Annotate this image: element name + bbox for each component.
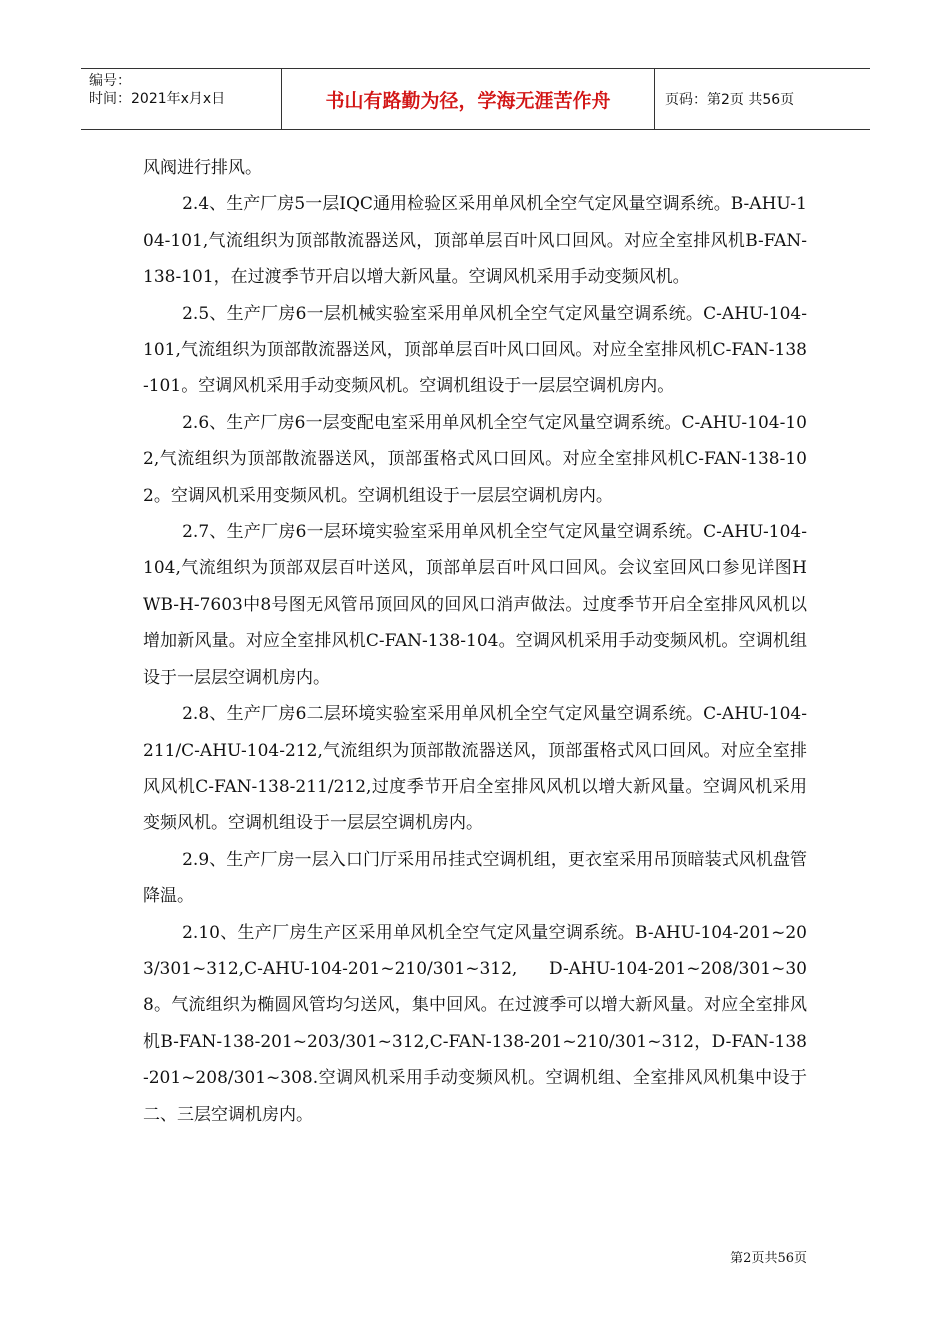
paragraph-2-5: 2.5、生产厂房6一层机械实验室采用单风机全空气定风量空调系统。C-AHU-104-101,气流组织为顶部散流器送风，顶部单层百叶风口回风。对应全室排风机C-FAN-138-101。空调风机采用手动变频风机。空调机组设于一层层空调机房内。 (143, 303, 807, 397)
document-body (143, 150, 807, 1133)
header-page-code: 页码：第2页 共56页 (665, 92, 795, 108)
paragraph-continuation: 风阀进行排风。 (143, 158, 262, 178)
paragraph-2-4: 2.4、生产厂房5一层IQC通用检验区采用单风机全空气定风量空调系统。B-AHU-104-101,气流组织为顶部散流器送风，顶部单层百叶风口回风。对应全室排风机B-FAN-138-101，在过渡季节开启以增大新风量。空调风机采用手动变频风机。 (143, 194, 807, 288)
document-date-label: 时间：2021年x月x日 (89, 91, 226, 107)
paragraph-2-7: 2.7、生产厂房6一层环境实验室采用单风机全空气定风量空调系统。C-AHU-104-104,气流组织为顶部双层百叶送风，顶部单层百叶风口回风。会议室回风口参见详图HWB-H-7603中8号图无风管吊顶回风的回风口消声做法。过度季节开启全室排风风机以增加新风量。对应全室排风机C-FAN-138-104。空调风机采用手动变频风机。空调机组设于一层层空调机房内。 (143, 522, 807, 688)
header-meta-cell (81, 69, 282, 129)
paragraph-2-9: 2.9、生产厂房一层入口门厅采用吊挂式空调机组，更衣室采用吊顶暗装式风机盘管降温。 (143, 849, 807, 907)
paragraph-2-8: 2.8、生产厂房6二层环境实验室采用单风机全空气定风量空调系统。C-AHU-104-211/C-AHU-104-212,气流组织为顶部散流器送风，顶部蛋格式风口回风。对应全室排风风机C-FAN-138-211/212,过度季节开启全室排风风机以增大新风量。空调风机采用变频风机。空调机组设于一层层空调机房内。 (143, 704, 807, 834)
page-header (81, 68, 870, 130)
header-motto: 书山有路勤为径，学海无涯苦作舟 (282, 69, 655, 129)
paragraph-2-6: 2.6、生产厂房6一层变配电室采用单风机全空气定风量空调系统。C-AHU-104-102,气流组织为顶部散流器送风，顶部蛋格式风口回风。对应全室排风机C-FAN-138-102。空调风机采用变频风机。空调机组设于一层层空调机房内。 (143, 412, 807, 506)
page-footer: 第2页共56页 (730, 1251, 807, 1266)
paragraph-2-10: 2.10、生产厂房生产区采用单风机全空气定风量空调系统。B-AHU-104-201~203/301~312,C-AHU-104-201~210/301~312, D-AHU-104-201~208/301~308。气流组织为椭圆风管均匀送风，集中回风。在过渡季可以增大新风量。对应全室排风机B-FAN-138-201~203/301~312,C-FAN-138-201~210/301~312，D-FAN-138-201~208/301~308.空调风机采用手动变频风机。空调机组、全室排风风机集中设于二、三层空调机房内。 (143, 922, 807, 1125)
document-number-label: 编号： (89, 73, 131, 89)
